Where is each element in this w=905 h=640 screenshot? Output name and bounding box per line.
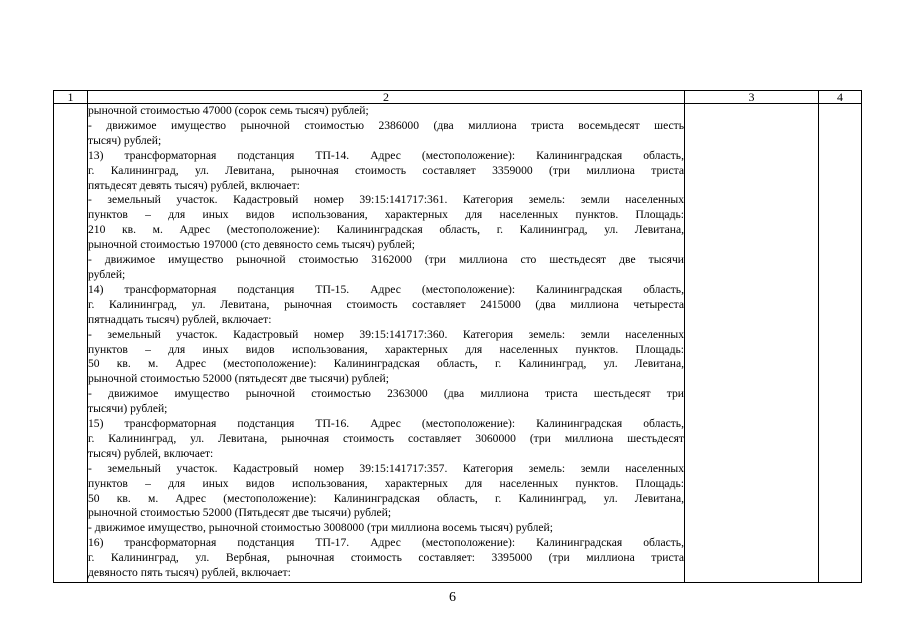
text-line: 15) трансформаторная подстанция ТП-16. Адрес (местоположение): Калининградская область,	[88, 417, 684, 431]
text-line: пятьдесят девять тысяч) рублей, включает:	[88, 178, 300, 192]
text-line: 14) трансформаторная подстанция ТП-15. Адрес (местоположение): Калининградская область,	[88, 282, 684, 296]
column-header-1: 1	[54, 91, 88, 104]
text-line: 210 кв. м. Адрес (местоположение): Калининградская область, г. Калининград, ул. Левитана,	[88, 223, 684, 237]
table-header-row	[54, 91, 862, 104]
text-line: тысячи) рублей;	[88, 402, 168, 416]
text-line: тысяч) рублей, включает:	[88, 446, 214, 460]
table-cell-col4	[819, 104, 862, 583]
column-header-3: 3	[685, 91, 819, 104]
text-line: - земельный участок. Кадастровый номер 39:15:141717:357. Категория земель: земли населенных	[88, 461, 684, 475]
text-line: 50 кв. м. Адрес (местоположение): Калининградская область, г. Калининград, ул. Левитана,	[88, 357, 684, 371]
text-line: пунктов – для иных видов использования, характерных для населенных пунктов. Площадь:	[88, 342, 684, 356]
text-line: рыночной стоимостью 47000 (сорок семь тысяч) рублей;	[88, 104, 369, 117]
text-line: рыночной стоимостью 52000 (пятьдесят две тысячи) рублей;	[88, 372, 389, 386]
table-cell-col1	[54, 104, 88, 583]
column-header-4: 4	[819, 91, 862, 104]
text-line: рыночной стоимостью 52000 (Пятьдесят две тысячи) рублей;	[88, 506, 392, 520]
text-line: г. Калининград, ул. Левитана, рыночная стоимость составляет 3060000 (три миллиона шестьдесят	[88, 431, 684, 445]
text-line: - движимое имущество рыночной стоимостью 2386000 (два миллиона триста восемьдесят шесть	[88, 118, 684, 132]
text-line: пунктов – для иных видов использования, характерных для населенных пунктов. Площадь:	[88, 208, 684, 222]
column-header-2: 2	[88, 91, 685, 104]
text-line: - земельный участок. Кадастровый номер 39:15:141717:361. Категория земель: земли населенных	[88, 193, 684, 207]
text-line: г. Калининград, ул. Левитана, рыночная стоимость составляет 3359000 (три миллиона триста	[88, 163, 684, 177]
text-line: - движимое имущество рыночной стоимостью 2363000 (два миллиона триста шестьдесят три	[88, 387, 684, 401]
text-line: рыночной стоимостью 197000 (сто девяносто семь тысяч) рублей;	[88, 238, 415, 252]
text-line: рублей;	[88, 267, 126, 281]
text-line: г. Калининград, ул. Вербная, рыночная стоимость составляет: 3395000 (три миллиона триста	[88, 551, 684, 565]
text-line: пунктов – для иных видов использования, характерных для населенных пунктов. Площадь:	[88, 476, 684, 490]
text-line: - земельный участок. Кадастровый номер 39:15:141717:360. Категория земель: земли населенных	[88, 327, 684, 341]
text-line: тысяч) рублей;	[88, 133, 162, 147]
table-cell-col2	[88, 104, 685, 583]
text-line: - движимое имущество рыночной стоимостью 3162000 (три миллиона сто шестьдесят две тысячи	[88, 253, 684, 267]
text-line: г. Калининград, ул. Левитана, рыночная стоимость составляет 2415000 (два миллиона четыреста	[88, 297, 684, 311]
text-line: 13) трансформаторная подстанция ТП-14. Адрес (местоположение): Калининградская область,	[88, 148, 684, 162]
table-row	[54, 104, 862, 583]
text-line: - движимое имущество, рыночной стоимостью 3008000 (три миллиона восемь тысяч) рублей;	[88, 521, 553, 535]
text-line: девяносто пять тысяч) рублей, включает:	[88, 566, 291, 580]
property-table	[53, 90, 862, 583]
description-text	[88, 104, 684, 581]
table-cell-col3	[685, 104, 819, 583]
page-number: 6	[449, 590, 456, 605]
text-line: 50 кв. м. Адрес (местоположение): Калининградская область, г. Калининград, ул. Левитана,	[88, 491, 684, 505]
text-line: 16) трансформаторная подстанция ТП-17. Адрес (местоположение): Калининградская область,	[88, 536, 684, 550]
text-line: пятнадцать тысяч) рублей, включает:	[88, 312, 272, 326]
